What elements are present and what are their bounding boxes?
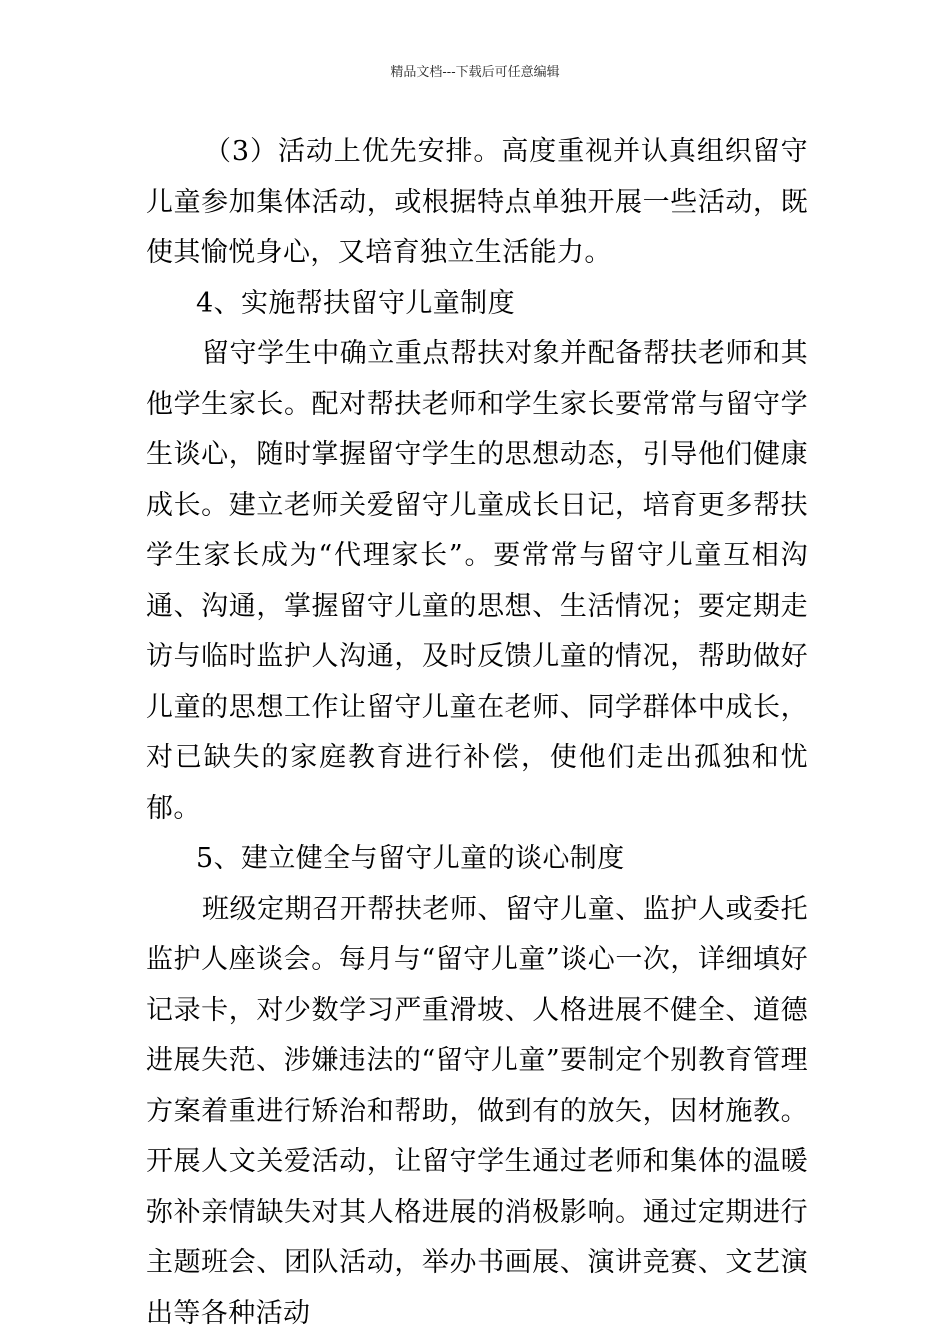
page-header: 精品文档---下载后可任意编辑 (390, 65, 560, 80)
paragraph-activity-priority: （3）活动上优先安排。高度重视并认真组织留守儿童参加集体活动，或根据特点单独开展一些活动，既使其愉悦身心，又培育独立生活能力。 (146, 136, 808, 268)
section-heading-4: 4、实施帮扶留守儿童制度 (196, 287, 515, 319)
section-heading-5: 5、建立健全与留守儿童的谈心制度 (196, 843, 625, 874)
document-body (146, 127, 808, 1339)
paragraph-talk-system: 班级定期召开帮扶老师、留守儿童、监护人或委托监护人座谈会。每月与“留守儿童”谈心一次，详细填好记录卡，对少数学习严重滑坡、人格进展不健全、道德进展失范、涉嫌违法的“留守儿童”要制定个别教育管理方案着重进行矫治和帮助，做到有的放矢，因材施教。开展人文关爱活动，让留守学生通过老师和集体的温暖弥补亲情缺失对其人格进展的消极影响。通过定期进行主题班会、团队活动，举办书画展、演讲竞赛、文艺演出等各种活动 (146, 893, 808, 1329)
paragraph-support-system: 留守学生中确立重点帮扶对象并配备帮扶老师和其他学生家长。配对帮扶老师和学生家长要常常与留守学生谈心，随时掌握留守学生的思想动态，引导他们健康成长。建立老师关爱留守儿童成长日记，培育更多帮扶学生家长成为“代理家长”。要常常与留守儿童互相沟通、沟通，掌握留守儿童的思想、生活情况；要定期走访与临时监护人沟通，及时反馈儿童的情况，帮助做好儿童的思想工作让留守儿童在老师、同学群体中成长，对已缺失的家庭教育进行补偿，使他们走出孤独和忧郁。 (146, 338, 808, 824)
